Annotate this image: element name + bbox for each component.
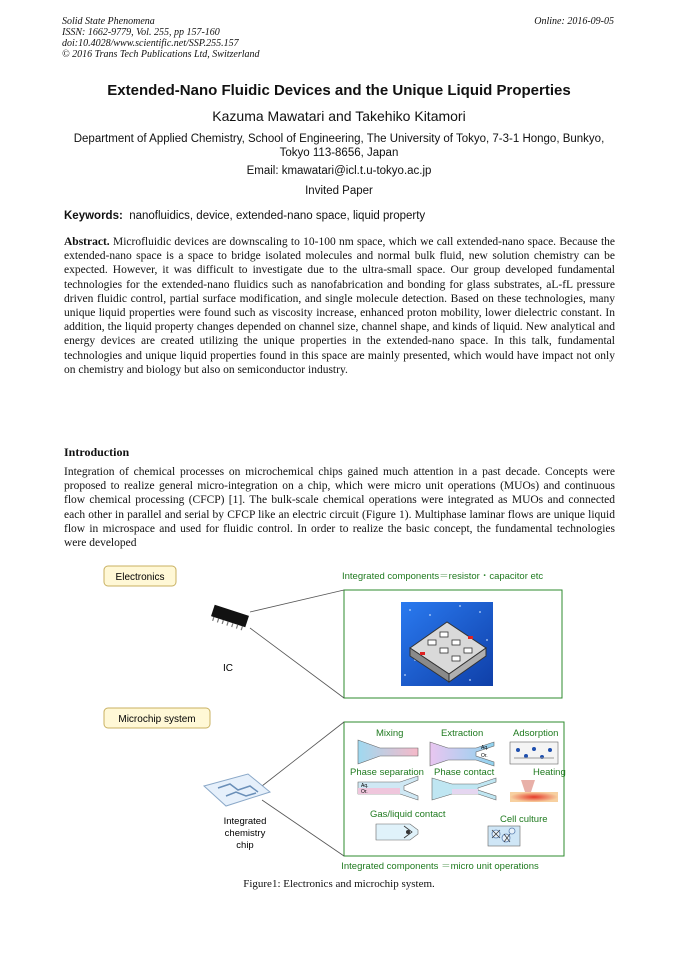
ic-chip-icon: [211, 605, 249, 630]
heating-icon: [510, 780, 558, 802]
integrated-top-label: Integrated components＝resistor・capacitor etc: [342, 571, 544, 582]
extraction-icon: [430, 742, 494, 766]
op-phase-contact: Phase contact: [434, 767, 495, 778]
op-heating: Heating: [533, 767, 566, 778]
abstract-text: Microfluidic devices are downscaling to 10-100 nm space, which we call extended-nano space. Because the extended-nano space is a space to bridge isolated molecules and normal bulk fluid, new solution chemistry can be expected. However, it was difficult to investigate due to the ultra-small space. Our group developed fundamental technologies for the extended-nano fluidics such as nanofabrication and bonding for glass substrates, aL-fL pressure driven fluidic control, partial surface modification, and single molecule detection. Based on these technologies, many unique liquid properties were found such as viscosity increase, enhanced proton mobility, lower dielectric constant. In addition, the liquid property changes depended on channel size, channel shape, and kinds of liquid. New analytical and energy devices are created utilizing the unique properties in the extended-nano space. In this talk, fundamental technologies and unique liquid properties found in this space are mainly presented, which would have impact not only on chemistry and biology but also on semiconductor industry.: [64, 236, 615, 376]
figure-caption: Figure1: Electronics and microchip system.: [243, 878, 435, 890]
op-extraction: Extraction: [441, 728, 484, 739]
journal-name: Solid State Phenomena: [62, 16, 155, 27]
connector-line: [250, 628, 344, 698]
integrated-bottom-label: Integrated components ＝micro unit operations: [341, 861, 539, 872]
paper-title: Extended-Nano Fluidic Devices and the Unique Liquid Properties: [107, 82, 571, 99]
mixing-icon: [358, 740, 418, 764]
op-gas-liquid: Gas/liquid contact: [370, 809, 446, 820]
authors: Kazuma Mawatari and Takehiko Kitamori: [212, 108, 466, 124]
chip-label-2: chemistry: [224, 828, 266, 839]
ic-label: IC: [223, 663, 233, 674]
glass-chip-icon: [204, 774, 270, 806]
introduction-text: Integration of chemical processes on microchemical chips gained much attention in a past decade. Concepts were proposed to realize general micro-integration on a chip, which were micro unit operations (MUOs) and continuous flow chemical processing (CFCP) [1]. The bulk-scale chemical operations were integrated as MUOs and connected each other in parallel and serial by CFCP like an electric circuit (Figure 1). Multiphase laminar flows are unique liquid flow in microspace and used for fluidic control. In order to realize the basic concept, the fundamental technologies were developed: [64, 466, 615, 550]
paper-type: Invited Paper: [305, 185, 373, 197]
extraction-or: Or.: [481, 753, 488, 759]
phase-sep-aq: Aq.: [361, 783, 369, 789]
keywords-text: nanofluidics, device, extended-nano space, liquid property: [129, 210, 426, 222]
chip-label-1: Integrated: [223, 816, 267, 827]
op-mixing: Mixing: [376, 728, 404, 739]
phase-contact-icon: [432, 778, 496, 800]
email: Email: kmawatari@icl.t.u-tokyo.ac.jp: [246, 165, 432, 177]
copyright: © 2016 Trans Tech Publications Ltd, Switzerland: [62, 49, 260, 60]
doi: doi:10.4028/www.scientific.net/SSP.255.157: [62, 38, 239, 49]
microchip-graphic-icon: [401, 602, 493, 686]
issn: ISSN: 1662-9779, Vol. 255, pp 157-160: [62, 27, 220, 38]
introduction-heading: Introduction: [64, 445, 130, 459]
electronics-label: Electronics: [115, 572, 165, 583]
op-adsorption: Adsorption: [513, 728, 559, 739]
online-date: Online: 2016-09-05: [534, 16, 614, 27]
extraction-aq: Aq.: [481, 745, 489, 751]
abstract-label: Abstract.: [64, 236, 110, 248]
phase-separation-icon: [358, 776, 418, 800]
connector-line: [262, 722, 344, 786]
cell-culture-icon: [488, 826, 520, 846]
connector-line: [250, 590, 344, 612]
affiliation: Department of Applied Chemistry, School of Engineering, The University of Tokyo, 7-3-1 Hongo, Bunkyo, Tokyo 113-8656, Japan: [73, 133, 605, 159]
op-cell-culture: Cell culture: [500, 814, 548, 825]
gas-liquid-icon: [376, 824, 418, 840]
keywords-label: Keywords:: [64, 210, 123, 222]
op-phase-separation: Phase separation: [350, 767, 424, 778]
adsorption-icon: [510, 742, 558, 764]
connector-line: [262, 800, 344, 856]
phase-sep-or: Or.: [361, 789, 368, 795]
microchip-label: Microchip system: [118, 714, 196, 725]
chip-label-3: chip: [236, 840, 254, 851]
